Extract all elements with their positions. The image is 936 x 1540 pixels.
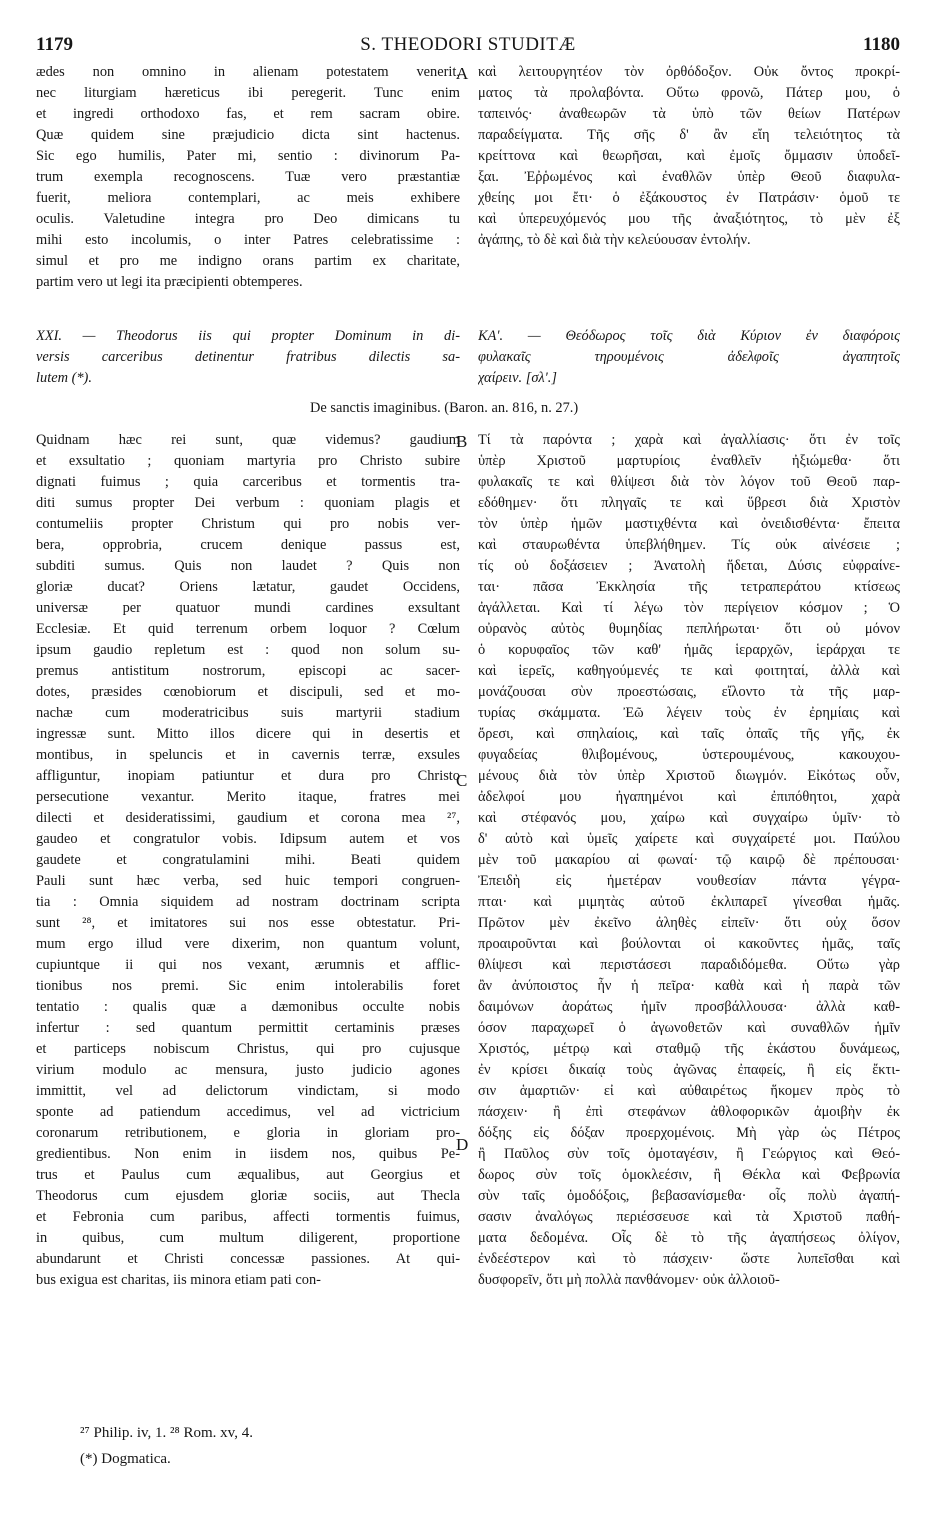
margin-letter-d: D	[456, 1135, 469, 1154]
greek-text-line: καὶ ἱερεῖς, καθηγούμενές τε καὶ φοιτηταί, ἀλλὰ καὶ	[478, 663, 900, 679]
latin-text-line: trum exempla recognoscens. Tuæ vero præstantiæ	[36, 169, 460, 185]
greek-text-line: ἂν ἀνύποιστος ἦν ἡ πεῖρα· καθὰ καὶ ἡ παρὰ τῶν	[478, 978, 900, 994]
margin-letter-a: A	[456, 64, 469, 83]
greek-text-line: Τί τὰ παρόντα ; χαρὰ καὶ ἀγαλλίασις· ὅτι ἐν τοῖς	[478, 432, 900, 448]
latin-text-line: mihi esto incolumis, o inter Patres celebratissime :	[36, 232, 460, 248]
greek-text-line: δαιμόνων ἀοράτως ἡμῖν προσβάλλουσα· ἀλλὰ καθ-	[478, 999, 900, 1015]
latin-text-line: oculis. Valetudine integra pro Deo dimicans tu	[36, 211, 460, 227]
greek-text-line: ἢ Παῦλος σὺν τοῖς ὁμοταγέσιν, ἢ Γεώργιος καὶ Θεό-	[478, 1146, 900, 1162]
latin-text-line: gaudete et congratulamini mihi. Beati quidem	[36, 852, 460, 868]
greek-heading-line: χαίρειν. [σλ'.]	[478, 370, 557, 386]
greek-text-line: ἀγάλλεται. Καὶ τί λέγω τὸν περίγειον κόσμον ; Ὁ	[478, 600, 900, 616]
latin-text-line: bus exigua est charitas, iis minora etiam pati con-	[36, 1272, 321, 1288]
greek-text-line: κρείττονα καὶ θεωρῆσαι, καὶ ἐμοῖς ὄμμασιν ὑποδεῖ-	[478, 148, 900, 164]
latin-text-line: Sic ego humilis, Pater mi, sentio : divinorum Pa-	[36, 148, 460, 164]
latin-text-line: montibus, in speluncis et in cavernis terræ, exsules	[36, 747, 460, 763]
latin-heading-line: versis carceribus detinentur fratribus dilectis sa-	[36, 349, 460, 365]
greek-text-line: δωρος σὺν τοῖς ὁμοκλεέσιν, ἢ Θέκλα καὶ Φεβρωνία	[478, 1167, 900, 1183]
greek-text-line: ἐν κρίσει δικαίᾳ τοὺς ἀγῶνας ἐπαφείς, ἢ εἰς ἔκτι-	[478, 1062, 900, 1078]
latin-text-line: Theodorus cum ejusdem gloriæ sociis, aut Thecla	[36, 1188, 460, 1204]
latin-heading-line: XXI. — Theodorus iis qui propter Dominum in di-	[36, 328, 460, 344]
footnotes	[80, 1420, 253, 1472]
latin-text-line: persecutione vexantur. Merito itaque, fratres mei	[36, 789, 460, 805]
latin-text-line: virium modulo ac mensura, justo judicio agones	[36, 1062, 460, 1078]
greek-text-line: ὑπὲρ Χριστοῦ μαρτυρίοις ἐναθλεῖν ἠξιώμεθα· ὅτι	[478, 453, 900, 469]
latin-text-line: ædes non omnino in alienam potestatem venerit,	[36, 64, 460, 80]
latin-text-line: Ecclesiæ. Et quid terrenum orbem loquor ? Cœlum	[36, 621, 460, 637]
greek-text-line: τίς οὐ δοξάσειεν ; Ἀνατολὴ ἥδεται, Δύσις εὐφραίνε-	[478, 558, 900, 574]
greek-text-line: δυσφορεῖν, ὅτι μὴ πολλὰ πανθάνομεν· οὐκ ἀλλοιοῦ-	[478, 1272, 780, 1288]
greek-text-line: σιν ἁμαρτιῶν· εἰ καὶ αὐθαιρέτως ἥκομεν πρὸς τὸ	[478, 1083, 900, 1099]
latin-text-line: Pauli sunt hæc verba, sed huic tempori congruen-	[36, 873, 460, 889]
greek-text-line: πται· καὶ μιμητὰς αὐτοῦ ἐκλιπαρεῖ γίνεσθαι ἡμᾶς.	[478, 894, 900, 910]
margin-letter-c: C	[456, 771, 468, 790]
latin-text-line: et ingredi orthodoxo fas, et rem sacram obire.	[36, 106, 460, 122]
greek-text-line: Χριστός, μέτρῳ καὶ σταθμῷ τῆς ἑκάστου δυνάμεως,	[478, 1041, 900, 1057]
latin-text-line: in quibus, cum multum diligerent, proportione	[36, 1230, 460, 1246]
greek-text-line: ταπεινός· ἀναθεωρῶν τὰ ὑπὸ τῶν θείων Πατέρων	[478, 106, 900, 122]
latin-text-line: simul et pro me indigno orans partim ex charitate,	[36, 253, 460, 269]
latin-text-line: premus antistitum nostrorum, episcopi ac sacer-	[36, 663, 460, 679]
greek-column-top	[478, 62, 900, 251]
greek-text-line: χθείης μοι ἔτι· ὁ ἐξάκουστος ἐν Πατράσιν· ὁμοῦ τε	[478, 190, 900, 206]
greek-text-line: μὲν τοῦ μακαρίου αἱ φωναί· τῷ καιρῷ δὲ πρέπουσαι·	[478, 852, 900, 868]
latin-text-line: gredientibus. Non enim in iisdem nos, quibus Pe-	[36, 1146, 460, 1162]
greek-text-line: οὐρανὸς αὐτὸς θυμηδίας πεπλήρωται· ὅτι οὐ μόνον	[478, 621, 900, 637]
latin-text-line: tionibus nos premi. Sic enim intolerabilis foret	[36, 978, 460, 994]
latin-text-line: Quidnam hæc rei sunt, quæ videmus? gaudium	[36, 432, 460, 448]
greek-text-line: παραδείγματα. Τῆς σῆς δ' ἂν εἴη τελειότητος τὰ	[478, 127, 900, 143]
greek-text-line: Πρῶτον μὲν ἐκεῖνο ἀληθὲς εἰπεῖν· ὅτι οὐχ ὅσον	[478, 915, 900, 931]
greek-text-line: ματα δεδομένα. Οἷς δὲ τὸ τῆς ἀγαπήσεως ὀλίγον,	[478, 1230, 900, 1246]
greek-text-line: μονάζουσαι σὺν προεστώσαις, εἴλοντο τὰ τῆς μαρ-	[478, 684, 900, 700]
page-number-right: 1180	[863, 34, 900, 55]
latin-text-line: abundarunt et Christi concessæ passiones. At qui-	[36, 1251, 460, 1267]
latin-text-line: subditi sumus. Quis non laudet ? Quis non	[36, 558, 460, 574]
running-title: S. THEODORI STUDITÆ	[360, 34, 576, 55]
greek-text-line: Ἐπειδὴ εἰς ἡμετέραν νουθεσίαν πάντα γέγρα-	[478, 873, 900, 889]
latin-text-line: ipsum gaudio repletum est : quod non solum su-	[36, 642, 460, 658]
latin-text-line: dotes, præsides cœnobiorum et discipuli, sed et mo-	[36, 684, 460, 700]
greek-text-line: καὶ στέφανός μου, χαίρω καὶ συγχαίρω ὑμῖν· τὸ	[478, 810, 900, 826]
latin-text-line: coronarum retributionem, e gloria in gloriam pro-	[36, 1125, 460, 1141]
margin-letter-b: B	[456, 432, 468, 451]
greek-text-line: μένους διὰ τὸν ὑπὲρ Χριστοῦ διωγμόν. Εἰκότως οὖν,	[478, 768, 900, 784]
greek-text-line: θλίψεσι καὶ περιστάσεσι παραδιδόμεθα. Οὕτω γὰρ	[478, 957, 900, 973]
page-number-left: 1179	[36, 34, 73, 55]
greek-text-line: καὶ ὑπερευχόμενός μου τῆς ἀναξιότητος, τὸ μὲν ἐξ	[478, 211, 900, 227]
greek-text-line: ὄρεσι, καὶ σπηλαίοις, καὶ ταῖς ὀπαῖς τῆς γῆς, ἐκ	[478, 726, 900, 742]
latin-text-line: cupiuntque ii qui nos vexant, ærumnis et afflic-	[36, 957, 460, 973]
latin-text-line: fuerit, meliora contemplari, ac meis exhibere	[36, 190, 460, 206]
latin-text-line: immittit, vel ad delictorum vindictam, si modo	[36, 1083, 460, 1099]
source-line: De sanctis imaginibus. (Baron. an. 816, n. 27.)	[310, 400, 579, 416]
greek-text-line: εδόθημεν· ὅτι πληγαῖς τε καὶ ὕβρεσι διὰ Χριστὸν	[478, 495, 900, 511]
latin-text-line: tentatio : qualis quæ a dæmonibus occulte nobis	[36, 999, 460, 1015]
footnote-references: ²⁷ Philip. iv, 1. ²⁸ Rom. xv, 4.	[80, 1425, 253, 1441]
latin-text-line: tia : Omnia siquidem ad nostram doctrinam scripta	[36, 894, 460, 910]
latin-text-line: et exsultatio ; quoniam martyria pro Christo subire	[36, 453, 460, 469]
greek-text-line: δ' αὐτὸ καὶ ὑμεῖς χαίρετε καὶ συγχαίρετέ μοι. Παύλου	[478, 831, 900, 847]
latin-text-line: gaudeo et congratulor vobis. Idipsum autem et vos	[36, 831, 460, 847]
latin-column-body	[36, 430, 460, 1291]
greek-text-line: προαιροῦνται καὶ βούλονται οἱ κακοῦντες ἡμᾶς, ταῖς	[478, 936, 900, 952]
latin-text-line: trus et Paulus cum æqualibus, aut Georgius et	[36, 1167, 460, 1183]
greek-text-line: πάσχειν· ἢ ἐπὶ στεφάνων ἀθλοφορικῶν ἀμοιβὴν ἐκ	[478, 1104, 900, 1120]
greek-text-line: δόξης εἰς δόξαν προερχομένοις. Μὴ γὰρ ὡς Πέτρος	[478, 1125, 900, 1141]
latin-heading-line: lutem (*).	[36, 370, 92, 386]
running-header	[36, 34, 900, 62]
greek-text-line: ἀγάπης, τὸ δὲ καὶ διὰ τὴν κελεύουσαν ἐντολήν.	[478, 232, 751, 248]
latin-text-line: et particeps nobiscum Christus, qui pro cujusque	[36, 1041, 460, 1057]
footnote-note: (*) Dogmatica.	[80, 1451, 171, 1467]
latin-text-line: nec liturgiam hæreticus ibi peregerit. Tunc enim	[36, 85, 460, 101]
latin-text-line: dignati fuimus ; quia carceribus et tormentis tra-	[36, 474, 460, 490]
greek-text-line: καὶ σταυρωθέντα ὑπεβλήθημεν. Τίς οὐκ αἰνέσειε ;	[478, 537, 900, 553]
latin-text-line: bera, opprobria, crucem denique passus est,	[36, 537, 460, 553]
greek-text-line: ἀδελφοί μου ἠγαπημένοι καὶ ἐπιπόθητοι, χαρὰ	[478, 789, 900, 805]
latin-text-line: partim vero ut legi ita præcipienti obtemperes.	[36, 274, 303, 290]
latin-text-line: et Febronia cum paribus, affecti tormentis fuimus,	[36, 1209, 460, 1225]
latin-text-line: sponte ad patiendum accedimus, vel ad victricium	[36, 1104, 460, 1120]
greek-text-line: φυγαδείας θλιβομένους, ὑστερουμένους, κακουχου-	[478, 747, 900, 763]
greek-heading-line: ΚΑ'. — Θεόδωρος τοῖς διὰ Κύριον ἐν διαφόροις	[478, 328, 900, 344]
latin-text-line: ingressæ sunt. Mitto illos dicere qui in desertis et	[36, 726, 460, 742]
greek-text-line: ται· πᾶσα Ἐκκλησία τῆς τετραπεράτου κτίσεως	[478, 579, 900, 595]
greek-text-line: ἐνδεέστερον καὶ τὸ πάσχειν· ὥστε λυπεῖσθαι καὶ	[478, 1251, 900, 1267]
greek-letter-heading	[478, 326, 900, 389]
greek-text-line: σασιν ἀναλόγως περιέσσευσε καὶ τὰ Χριστοῦ παθή-	[478, 1209, 900, 1225]
greek-column-body	[478, 430, 900, 1291]
greek-text-line: φυλακαῖς τε καὶ θλίψεσι διὰ τὸν λόγον τοῦ Θεοῦ παρ-	[478, 474, 900, 490]
greek-text-line: καὶ λειτουργητέον τὸν ὀρθόδοξον. Οὐκ ὄντος προκρί-	[478, 64, 900, 80]
greek-text-line: ξαι. Ἐῤῥωμένος καὶ ἐναθλῶν ὑπὲρ Θεοῦ διαφυλα-	[478, 169, 900, 185]
greek-text-line: τὸν ὑπὲρ ἡμῶν μαστιχθέντα καὶ ὀνειδισθέντα· ἔπειτα	[478, 516, 900, 532]
greek-text-line: ὁ κορυφαῖος τῶν καθ' ἡμᾶς ἱεραρχῶν, ἱεράρχαι τε	[478, 642, 900, 658]
latin-text-line: sunt ²⁸, et imitatores sui nos esse obtestatur. Pri-	[36, 915, 460, 931]
greek-text-line: όσον παραχωρεῖ ὁ ἀγωνοθετῶν καὶ συναθλῶν ἡμῖν	[478, 1020, 900, 1036]
latin-text-line: dilecti et desideratissimi, gaudium et corona mea ²⁷,	[36, 810, 460, 826]
latin-text-line: mum ergo illud vere dixerim, non quantum volunt,	[36, 936, 460, 952]
latin-text-line: affliguntur, inopiam patiuntur et dura pro Christo	[36, 768, 460, 784]
latin-letter-heading	[36, 326, 460, 389]
latin-text-line: contumeliis propter Christum qui pro nobis ver-	[36, 516, 460, 532]
latin-text-line: Quæ quidem sine præjudicio dicta sint hactenus.	[36, 127, 460, 143]
greek-text-line: σὺν ταῖς ὁμοδόξοις, βεβασανίσμεθα· οἷς πολὺ ἀγαπή-	[478, 1188, 900, 1204]
latin-text-line: gloriæ ducat? Oriens lætatur, gaudet Occidens,	[36, 579, 460, 595]
latin-text-line: infertur : sed quantum permittit certaminis præses	[36, 1020, 460, 1036]
latin-column-top	[36, 62, 460, 293]
greek-text-line: τυρίας σκάμματα. Ἐῶ λέγειν τοὺς ἐν ἐρημίαις καὶ	[478, 705, 900, 721]
latin-text-line: nachæ cum moderatricibus suis martyrii stadium	[36, 705, 460, 721]
greek-heading-line: φυλακαῖς τηρουμένοις ἀδελφοῖς ἀγαπητοῖς	[478, 349, 900, 365]
greek-text-line: ματος τὰ προλαβόντα. Οὕτω φρονῶ, Πάτερ μου, ὁ	[478, 85, 900, 101]
latin-text-line: universæ per quatuor mundi cardines exsultant	[36, 600, 460, 616]
latin-text-line: diti sumus propter Dei verbum : quoniam plagis et	[36, 495, 460, 511]
